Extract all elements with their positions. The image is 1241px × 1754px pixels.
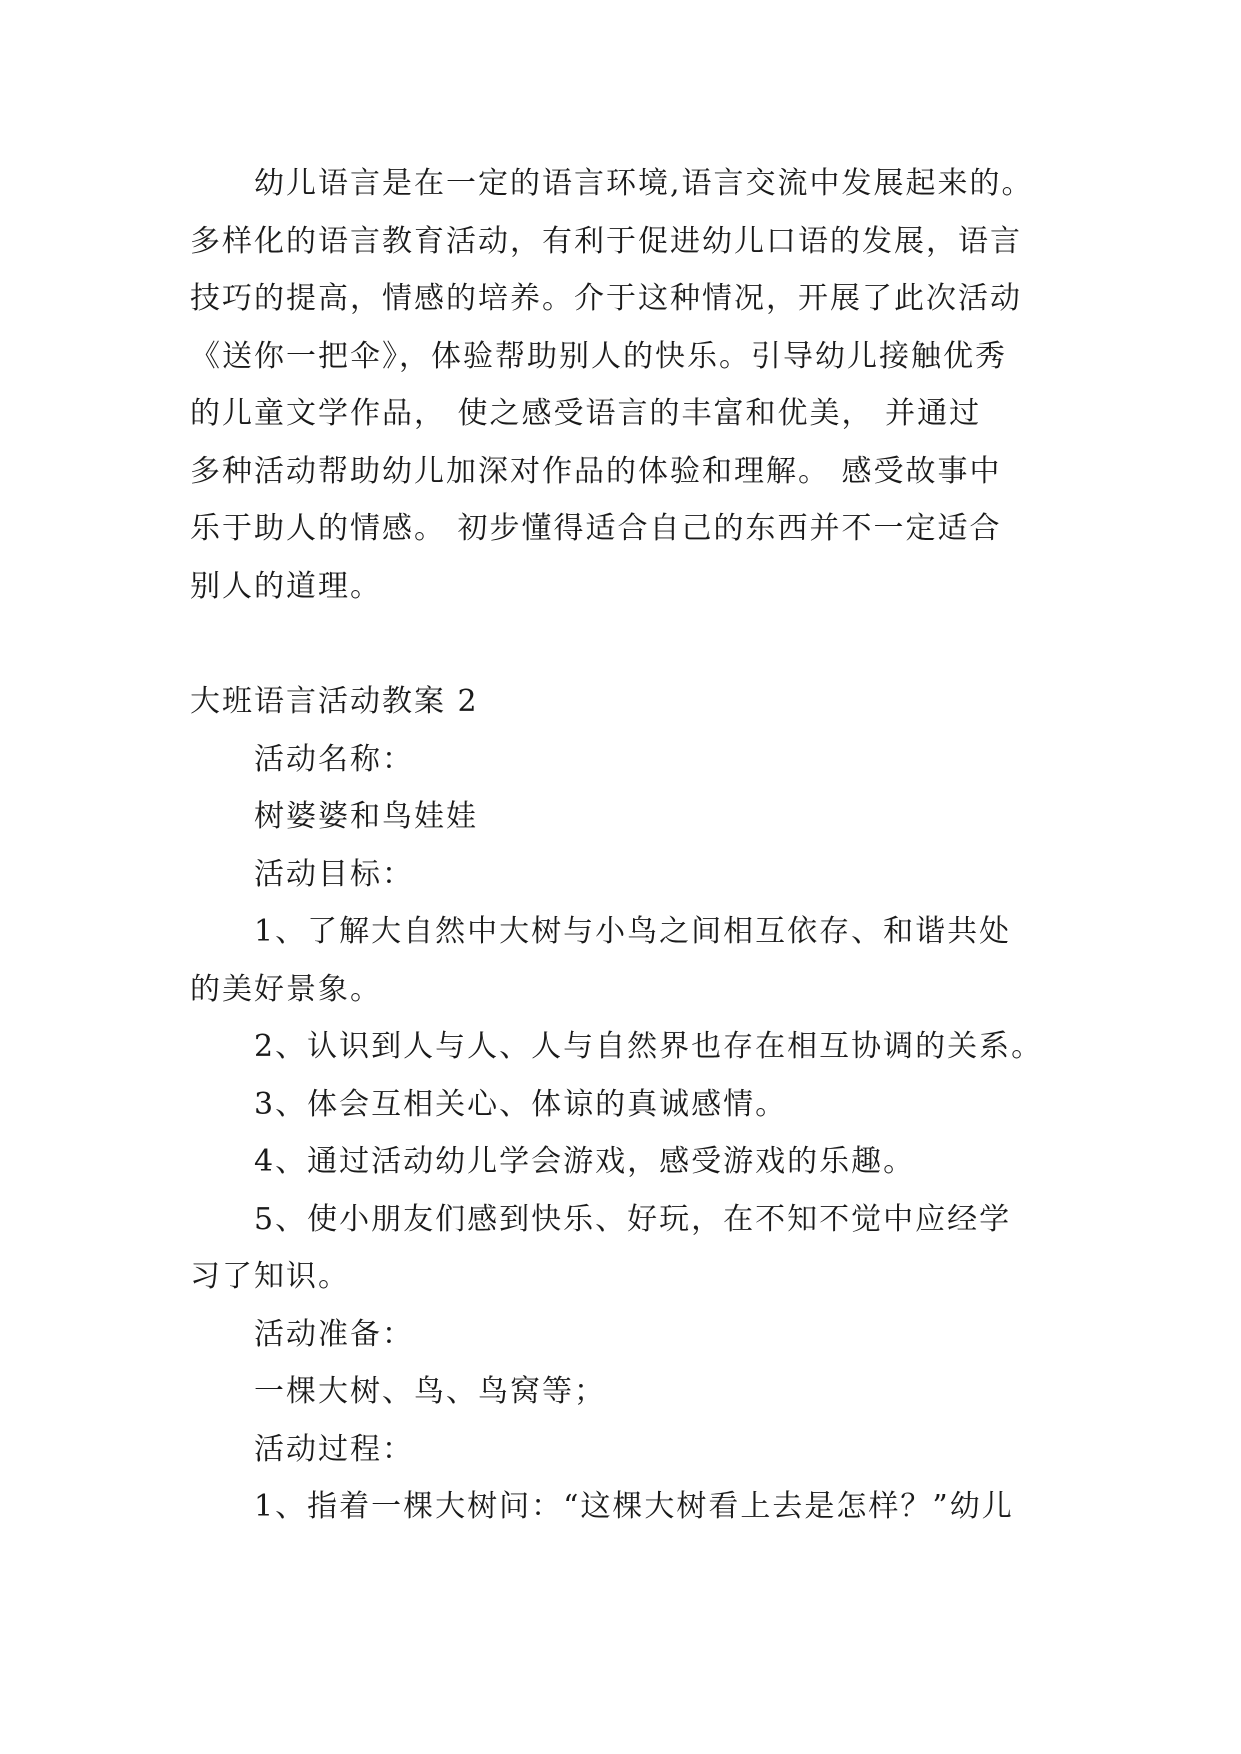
intro-paragraph-line-7: 乐于助人的情感。 初步懂得适合自己的东西并不一定适合 [190,511,1002,546]
goal-5-line-1: 5、使小朋友们感到快乐、好玩，在不知不觉中应经学 [254,1202,1012,1237]
goal-1-line-1: 1、了解大自然中大树与小鸟之间相互依存、和谐共处 [254,914,1012,949]
goal-3: 3、体会互相关心、体谅的真诚感情。 [254,1087,788,1122]
goal-1-line-2: 的美好景象。 [190,972,382,1007]
intro-paragraph-line-6: 多种活动帮助幼儿加深对作品的体验和理解。 感受故事中 [190,454,1002,489]
activity-prep-label: 活动准备： [254,1317,414,1352]
intro-paragraph-line-3: 技巧的提高，情感的培养。介于这种情况，开展了此次活动 [190,281,1022,316]
intro-paragraph-line-4: 《送你一把伞》，体验帮助别人的快乐。引导幼儿接触优秀 [190,339,1007,374]
activity-prep-value: 一棵大树、鸟、鸟窝等； [254,1374,606,1409]
goal-5-line-2: 习了知识。 [190,1259,350,1294]
activity-process-label: 活动过程： [254,1432,414,1467]
intro-paragraph-line-8: 别人的道理。 [190,569,382,604]
section-heading: 大班语言活动教案 2 [190,684,479,719]
goal-4: 4、通过活动幼儿学会游戏，感受游戏的乐趣。 [254,1144,916,1179]
activity-goals-label: 活动目标： [254,857,414,892]
intro-paragraph-line-2: 多样化的语言教育活动，有利于促进幼儿口语的发展，语言 [190,224,1022,259]
intro-paragraph-line-1: 幼儿语言是在一定的语言环境,语言交流中发展起来的。 [254,166,1034,201]
intro-paragraph-line-5: 的儿童文学作品， 使之感受语言的丰富和优美， 并通过 [190,396,982,431]
process-step-1: 1、指着一棵大树问：“这棵大树看上去是怎样？”幼儿 [254,1489,1014,1524]
activity-name-label: 活动名称： [254,742,414,777]
activity-name-value: 树婆婆和鸟娃娃 [254,799,478,834]
goal-2: 2、认识到人与人、人与自然界也存在相互协调的关系。 [254,1029,1044,1064]
